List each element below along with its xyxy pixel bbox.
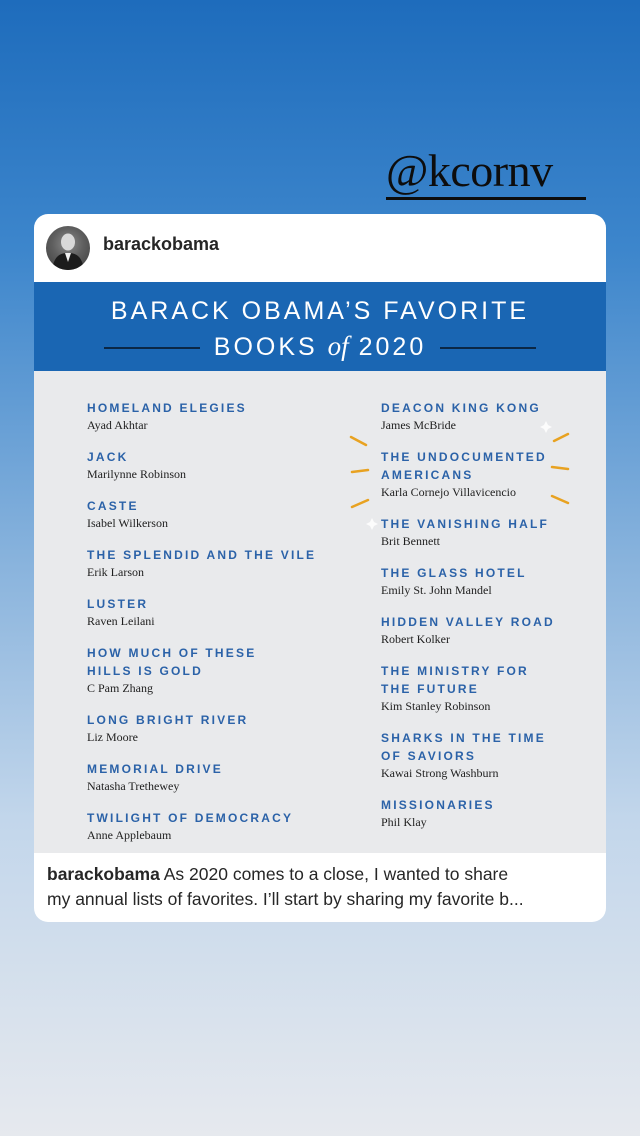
book-author: Isabel Wilkerson bbox=[87, 516, 168, 530]
book-title: LUSTER bbox=[87, 597, 149, 611]
book-author: James McBride bbox=[381, 418, 456, 432]
book-author: Karla Cornejo Villavicencio bbox=[381, 485, 517, 499]
banner-year: 2020 bbox=[358, 333, 427, 361]
banner-of: of bbox=[327, 331, 349, 361]
book-author: Liz Moore bbox=[87, 730, 138, 744]
caption-username[interactable]: barackobama bbox=[47, 864, 160, 884]
book-title: MISSIONARIES bbox=[381, 798, 495, 812]
book-author: Raven Leilani bbox=[87, 614, 155, 628]
book-title: DEACON KING KONG bbox=[381, 401, 541, 415]
book-title: CASTE bbox=[87, 499, 139, 513]
book-author: Kawai Strong Washburn bbox=[381, 766, 499, 780]
story-mention-sticker[interactable]: @kcornv bbox=[386, 146, 586, 200]
book-title: THE VANISHING HALF bbox=[381, 517, 550, 531]
banner-books: BOOKS bbox=[213, 333, 318, 361]
book-title: LONG BRIGHT RIVER bbox=[87, 713, 249, 727]
book-title: THE UNDOCUMENTED AMERICANS bbox=[381, 450, 547, 482]
book-author: Marilynne Robinson bbox=[87, 467, 186, 481]
post-header bbox=[34, 214, 606, 282]
list-banner bbox=[34, 282, 606, 371]
avatar[interactable] bbox=[46, 226, 90, 270]
book-title: HOMELAND ELEGIES bbox=[87, 401, 247, 415]
book-author: Erik Larson bbox=[87, 565, 144, 579]
book-title: MEMORIAL DRIVE bbox=[87, 762, 223, 776]
book-title: SHARKS IN THE TIME OF SAVIORS bbox=[381, 731, 546, 763]
book-author: Brit Bennett bbox=[381, 534, 440, 548]
book-title: THE MINISTRY FOR THE FUTURE bbox=[381, 664, 529, 696]
book-author: C Pam Zhang bbox=[87, 681, 153, 695]
book-title: THE GLASS HOTEL bbox=[381, 566, 527, 580]
book-author: Robert Kolker bbox=[381, 632, 450, 646]
person-silhouette-icon bbox=[46, 226, 90, 270]
book-title: JACK bbox=[87, 450, 129, 464]
book-author: Natasha Trethewey bbox=[87, 779, 180, 793]
book-author: Ayad Akhtar bbox=[87, 418, 148, 432]
post-caption[interactable] bbox=[47, 862, 595, 912]
book-title: HOW MUCH OF THESE HILLS IS GOLD bbox=[87, 646, 257, 678]
banner-title: BARACK OBAMA’S FAVORITE bbox=[110, 297, 530, 325]
banner-subtitle bbox=[34, 331, 606, 362]
divider bbox=[104, 347, 200, 349]
book-author: Kim Stanley Robinson bbox=[381, 699, 491, 713]
post-username[interactable]: barackobama bbox=[103, 234, 220, 254]
book-title: TWILIGHT OF DEMOCRACY bbox=[87, 811, 294, 825]
book-list bbox=[34, 371, 606, 853]
divider bbox=[440, 347, 536, 349]
book-title: HIDDEN VALLEY ROAD bbox=[381, 615, 555, 629]
book-title: THE SPLENDID AND THE VILE bbox=[87, 548, 317, 562]
book-author: Anne Applebaum bbox=[87, 828, 172, 842]
sparkle-burst-icon bbox=[34, 371, 606, 853]
book-author: Emily St. John Mandel bbox=[381, 583, 492, 597]
caption-text-line1: As 2020 comes to a close, I wanted to share bbox=[163, 864, 509, 884]
shared-post-card[interactable] bbox=[34, 214, 606, 922]
caption-text-line2: my annual lists of favorites. I’ll start by sharing my favorite b... bbox=[47, 889, 524, 909]
book-author: Phil Klay bbox=[381, 815, 427, 829]
